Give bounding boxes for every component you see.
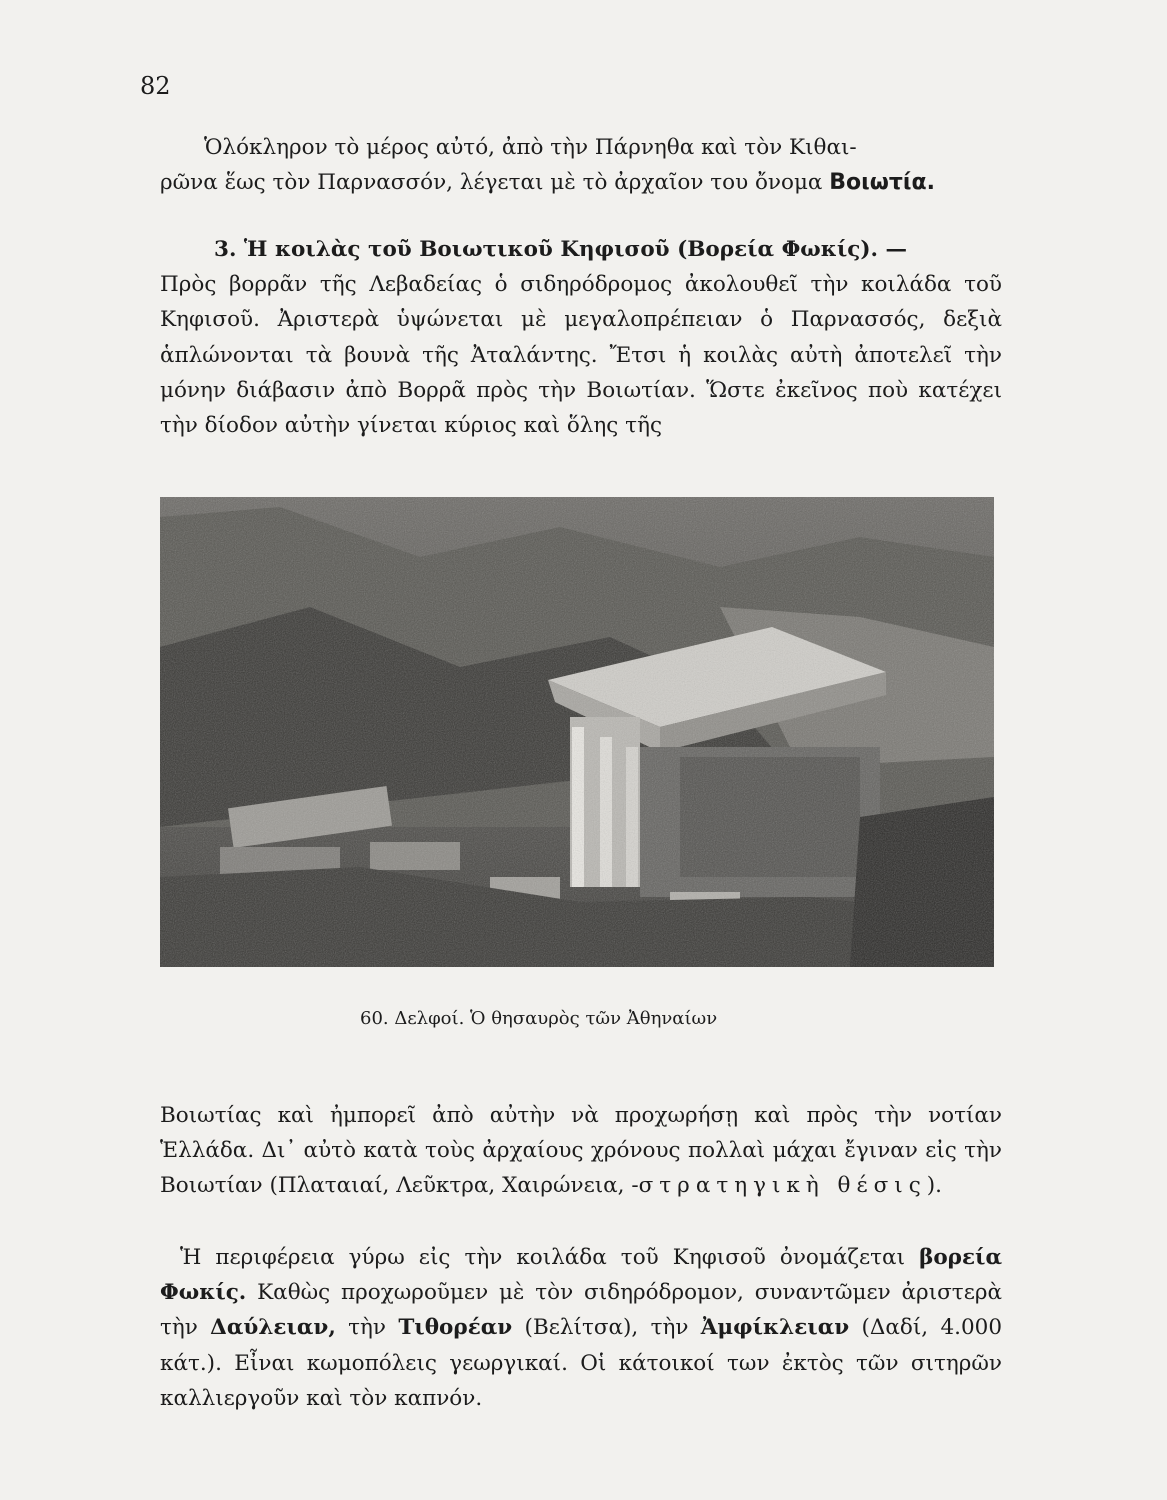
paragraph-line: Ὁλόκληρον τὸ μέρος αὐτό, ἀπὸ τὴν Πάρνηθα καὶ τὸν Κιθαι- xyxy=(204,135,857,160)
photo-athenian-treasury xyxy=(160,497,994,967)
text-segment: Καθὼς προχωροῦμεν μὲ τὸν σιδηρόδρομον, συναντῶμεν ἀριστερὰ τὴν xyxy=(160,1280,1002,1341)
text-segment: (Δαδί, 4.000 κάτ.). Εἶναι κωμοπόλεις γεωργικαί. Οἱ κάτοικοί των ἐκτὸς τῶν σιτηρῶν καλλιεργοῦν καὶ τὸν καπνόν. xyxy=(160,1315,1002,1411)
paragraph-battles xyxy=(160,1098,1002,1204)
paragraph-text: ρῶνα ἕως τὸν Παρνασσόν, λέγεται μὲ τὸ ἀρχαῖον του ὄνομα xyxy=(160,170,830,196)
section-heading: 3. Ἡ κοιλὰς τοῦ Βοιωτικοῦ Κηφισοῦ (Βορεία Φωκίς). — xyxy=(214,237,908,262)
term-north-phocis: βορεία Φωκίς. xyxy=(160,1245,1002,1306)
term-amfikleia: Ἀμφίκλειαν xyxy=(700,1315,850,1341)
figure-caption: 60. Δελφοί. Ὁ θησαυρὸς τῶν Ἀθηναίων xyxy=(360,1008,718,1029)
photo-illustration xyxy=(160,497,994,967)
text-segment: Ἡ περιφέρεια γύρω εἰς τὴν κοιλάδα τοῦ Κηφισοῦ ὀνομάζεται xyxy=(180,1245,920,1270)
paragraph-end: ). xyxy=(926,1173,943,1199)
paragraph-boeotia-intro xyxy=(160,130,1002,200)
text-segment: τὴν xyxy=(335,1315,399,1341)
paragraph-north-phocis xyxy=(160,1240,1002,1416)
section-kifisos-valley xyxy=(160,232,1002,443)
spaced-phrase: στρατηγικὴ θέσις xyxy=(638,1173,927,1199)
term-tithorea: Τιθορέαν xyxy=(398,1315,513,1341)
paragraph-text: Βοιωτίας καὶ ἠμπορεῖ ἀπὸ αὐτὴν νὰ προχωρήσῃ καὶ πρὸς τὴν νοτίαν Ἑλλάδα. Δι᾽ αὐτὸ κατὰ τοὺς ἀρχαίους χρόνους πολλαὶ μάχαι ἔγιναν εἰς τὴν Βοιωτίαν (Πλαταιαί, Λεῦκτρα, Χαιρώνεια, - xyxy=(160,1103,1002,1199)
page-number: 82 xyxy=(140,72,171,100)
term-boeotia: Βοιωτία. xyxy=(829,170,935,196)
section-body: Πρὸς βορρᾶν τῆς Λεβαδείας ὁ σιδηρόδρομος ἀκολουθεῖ τὴν κοιλάδα τοῦ Κηφισοῦ. Ἀριστερὰ ὑψώνεται μὲ μεγαλοπρέπειαν ὁ Παρνασσός, δεξιὰ ἁπλώνονται τὰ βουνὰ τῆς Ἀταλάντης. Ἔτσι ἡ κοιλὰς αὐτὴ ἀποτελεῖ τὴν μόνην διάβασιν ἀπὸ Βορρᾶ πρὸς τὴν Βοιωτίαν. Ὥστε ἐκεῖνος ποὺ κατέχει τὴν δίοδον αὐτὴν γίνεται κύριος καὶ ὅλης τῆς xyxy=(160,272,1002,439)
term-daulis: Δαύλειαν, xyxy=(210,1315,336,1341)
text-segment: (Βελίτσα), τὴν xyxy=(512,1315,701,1341)
